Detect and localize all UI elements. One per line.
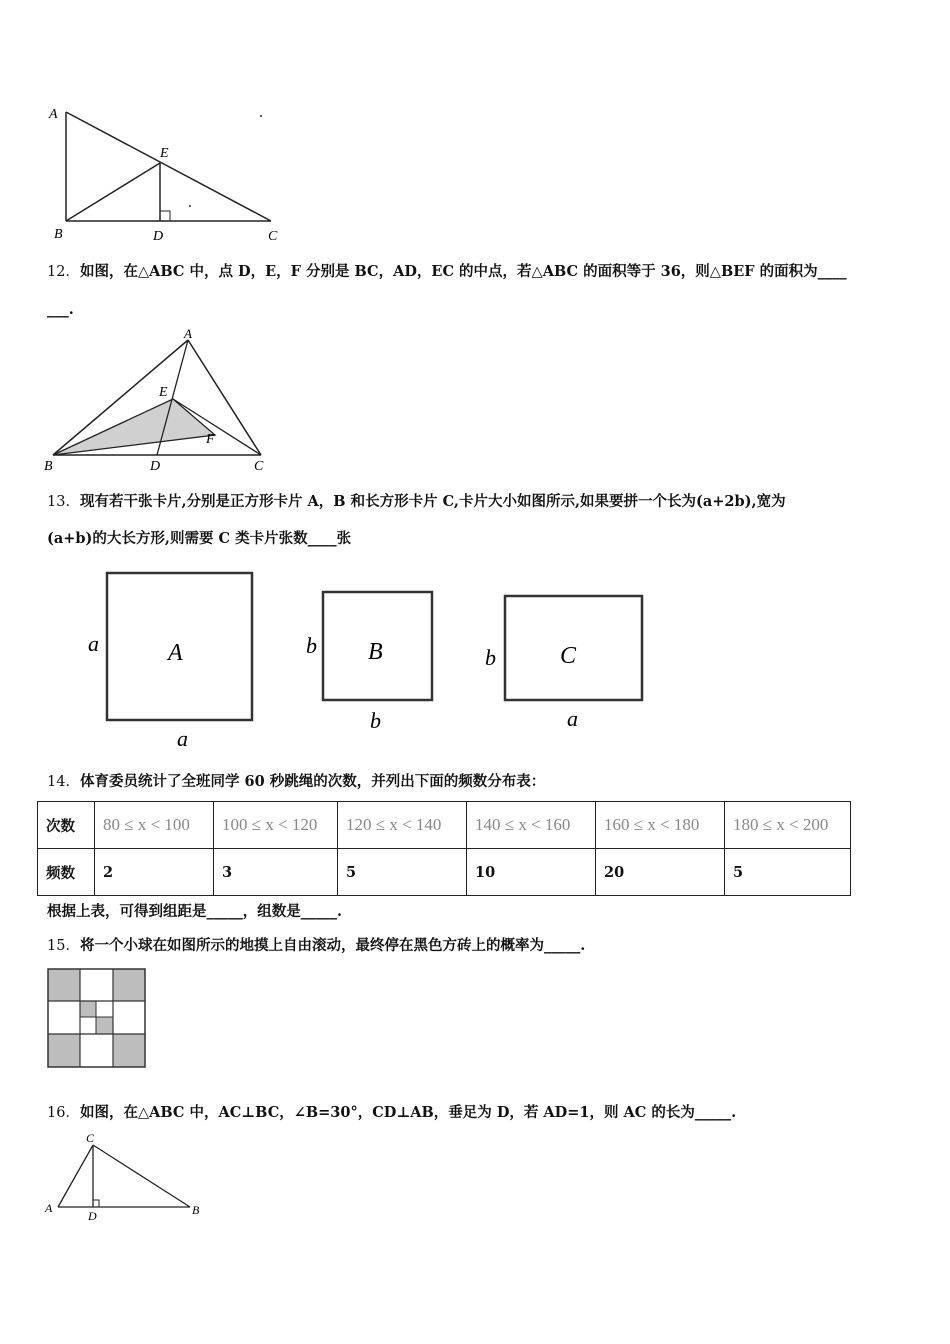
figure-q13-cards — [80, 565, 660, 755]
count-cell: 3 — [214, 849, 338, 896]
count-cell: 20 — [596, 849, 725, 896]
label-C: C — [86, 1131, 95, 1145]
question-12-continuation — [47, 300, 74, 320]
label-B: B — [192, 1203, 200, 1217]
question-14 — [47, 772, 545, 792]
range-cell: 180 ≤ x < 200 — [725, 802, 851, 849]
label-C: C — [254, 459, 264, 474]
label-D: D — [88, 1209, 97, 1223]
row-header-frequency: 频数 — [38, 849, 95, 896]
label-B: B — [44, 459, 53, 474]
count-cell: 5 — [338, 849, 467, 896]
label-E: E — [159, 385, 168, 400]
label-A: A — [184, 326, 192, 341]
question-text: 根据上表，可得到组距是_____，组数是_____. — [47, 903, 343, 920]
range-cell: 140 ≤ x < 160 — [467, 802, 596, 849]
question-text-cont: ___. — [47, 301, 74, 318]
question-text: 体育委员统计了全班同学 60 秒跳绳的次数，并列出下面的频数分布表： — [79, 773, 546, 790]
count-cell: 2 — [95, 849, 214, 896]
label-B: B — [54, 227, 63, 242]
question-number: 12． — [47, 264, 80, 280]
row-header-count: 次数 — [38, 802, 95, 849]
question-16 — [47, 1103, 736, 1123]
figure-q12-triangle — [40, 325, 280, 475]
card-c-side: b — [485, 645, 496, 670]
figure-q15-tile-floor — [47, 968, 147, 1070]
question-text-cont: (a+b)的大长方形,则需要 C 类卡片张数____张 — [47, 530, 352, 547]
label-C: C — [268, 229, 278, 244]
question-text: 将一个小球在如图所示的地摸上自由滚动，最终停在黑色方砖上的概率为_____. — [79, 937, 586, 954]
table-row — [38, 802, 851, 849]
question-15 — [47, 936, 585, 956]
figure-q11-triangle — [40, 100, 290, 248]
question-number: 14． — [47, 774, 80, 790]
figure-q16-right-triangle — [40, 1130, 210, 1225]
card-b-side: b — [306, 633, 317, 658]
question-number: 16． — [47, 1105, 80, 1121]
question-text: 如图，在△ABC 中，点 D，E，F 分别是 BC，AD，EC 的中点，若△ABC 的面积等于 36，则△BEF 的面积为____ — [79, 263, 847, 280]
label-A: A — [45, 1201, 53, 1215]
card-a-bottom: a — [177, 726, 188, 751]
label-D: D — [150, 459, 161, 474]
card-c-bottom: a — [567, 706, 578, 731]
range-cell: 120 ≤ x < 140 — [338, 802, 467, 849]
card-b-bottom: b — [370, 708, 381, 733]
question-12 — [47, 262, 847, 282]
range-cell: 160 ≤ x < 180 — [596, 802, 725, 849]
range-cell: 80 ≤ x < 100 — [95, 802, 214, 849]
question-text: 现有若干张卡片,分别是正方形卡片 A，B 和长方形卡片 C,卡片大小如图所示,如果要拼一个长为(a+2b),宽为 — [79, 493, 786, 510]
card-a-side: a — [88, 631, 99, 656]
frequency-table — [37, 801, 851, 896]
label-D: D — [153, 229, 164, 244]
question-number: 15． — [47, 938, 80, 954]
card-b-name: B — [368, 639, 383, 665]
count-cell: 5 — [725, 849, 851, 896]
question-14-followup — [47, 902, 342, 922]
question-13-continuation — [47, 529, 351, 549]
card-a-name: A — [168, 640, 183, 666]
range-cell: 100 ≤ x < 120 — [214, 802, 338, 849]
label-A: A — [49, 107, 58, 122]
label-F: F — [206, 432, 215, 447]
label-E: E — [160, 146, 169, 161]
table-row — [38, 849, 851, 896]
question-13 — [47, 492, 786, 512]
question-number: 13． — [47, 494, 80, 510]
count-cell: 10 — [467, 849, 596, 896]
card-c-name: C — [560, 643, 577, 669]
question-text: 如图，在△ABC 中，AC⊥BC，∠B=30°，CD⊥AB，垂足为 D，若 AD=1，则 AC 的长为_____. — [79, 1104, 737, 1121]
